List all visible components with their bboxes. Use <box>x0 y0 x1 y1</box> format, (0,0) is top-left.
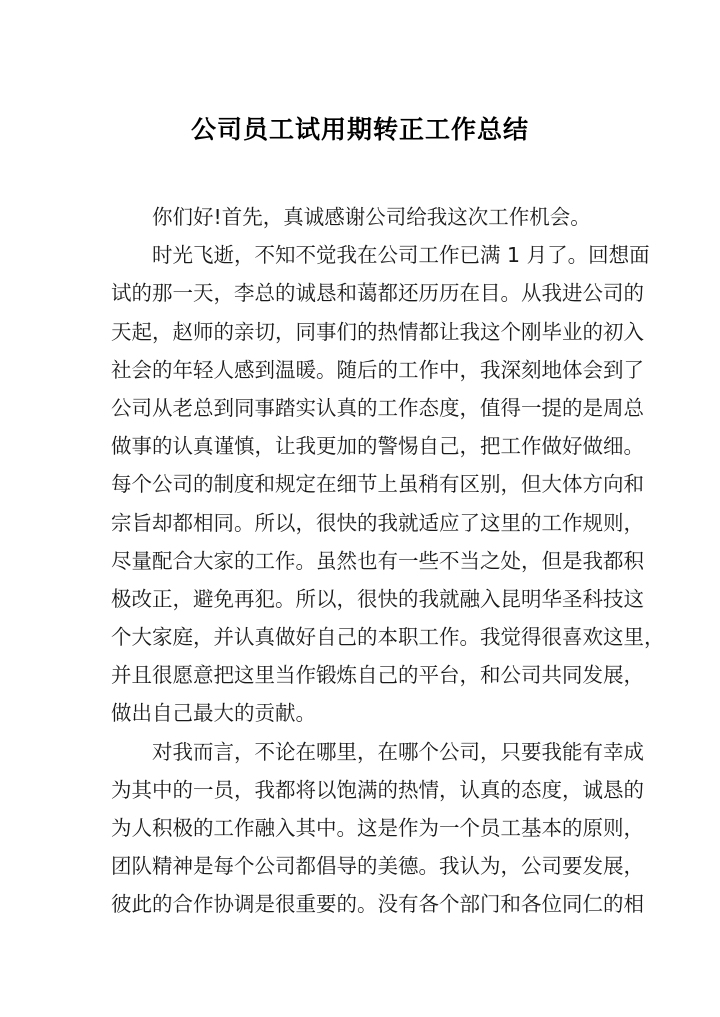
text-line: 极改正，避免再犯。所以，很快的我就融入昆明华圣科技这 <box>111 586 644 611</box>
text-line: 宗旨却都相同。所以，很快的我就适应了这里的工作规则， <box>111 510 644 535</box>
document-title: 公司员工试用期转正工作总结 <box>190 115 529 144</box>
text-line: 个大家庭，并认真做好自己的本职工作。我觉得很喜欢这里， <box>111 625 665 650</box>
text-line: 对我而言，不论在哪里，在哪个公司，只要我能有幸成 <box>152 739 644 764</box>
text-line: 团队精神是每个公司都倡导的美德。我认为，公司要发展， <box>111 854 644 879</box>
text-line: 试的那一天，李总的诚恳和蔼都还历历在目。从我进公司的 <box>111 281 644 306</box>
text-line: 你们好!首先，真诚感谢公司给我这次工作机会。 <box>152 205 591 229</box>
text-line: 尽量配合大家的工作。虽然也有一些不当之处，但是我都积 <box>111 548 644 573</box>
document-body <box>111 198 665 924</box>
text-line: 公司从老总到同事踏实认真的工作态度，值得一提的是周总 <box>111 395 644 420</box>
text-line: 每个公司的制度和规定在细节上虽稍有区别，但大体方向和 <box>111 472 644 497</box>
text-line: 并且很愿意把这里当作锻炼自己的平台，和公司共同发展， <box>111 663 644 688</box>
text-line: 天起，赵师的亲切，同事们的热情都让我这个刚毕业的初入 <box>111 319 644 344</box>
text-line: 为人积极的工作融入其中。这是作为一个员工基本的原则， <box>111 816 644 840</box>
text-line: 做出自己最大的贡献。 <box>111 701 316 726</box>
text-line: 为其中的一员，我都将以饱满的热情，认真的态度，诚恳的 <box>111 777 644 802</box>
text-line: 彼此的合作协调是很重要的。没有各个部门和各位同仁的相 <box>111 892 644 917</box>
text-line: 做事的认真谨慎，让我更加的警惕自己，把工作做好做细。 <box>111 434 644 459</box>
text-line: 社会的年轻人感到温暖。随后的工作中，我深刻地体会到了 <box>111 357 644 382</box>
text-line: 时光飞逝，不知不觉我在公司工作已满 1 月了。回想面 <box>152 243 650 268</box>
